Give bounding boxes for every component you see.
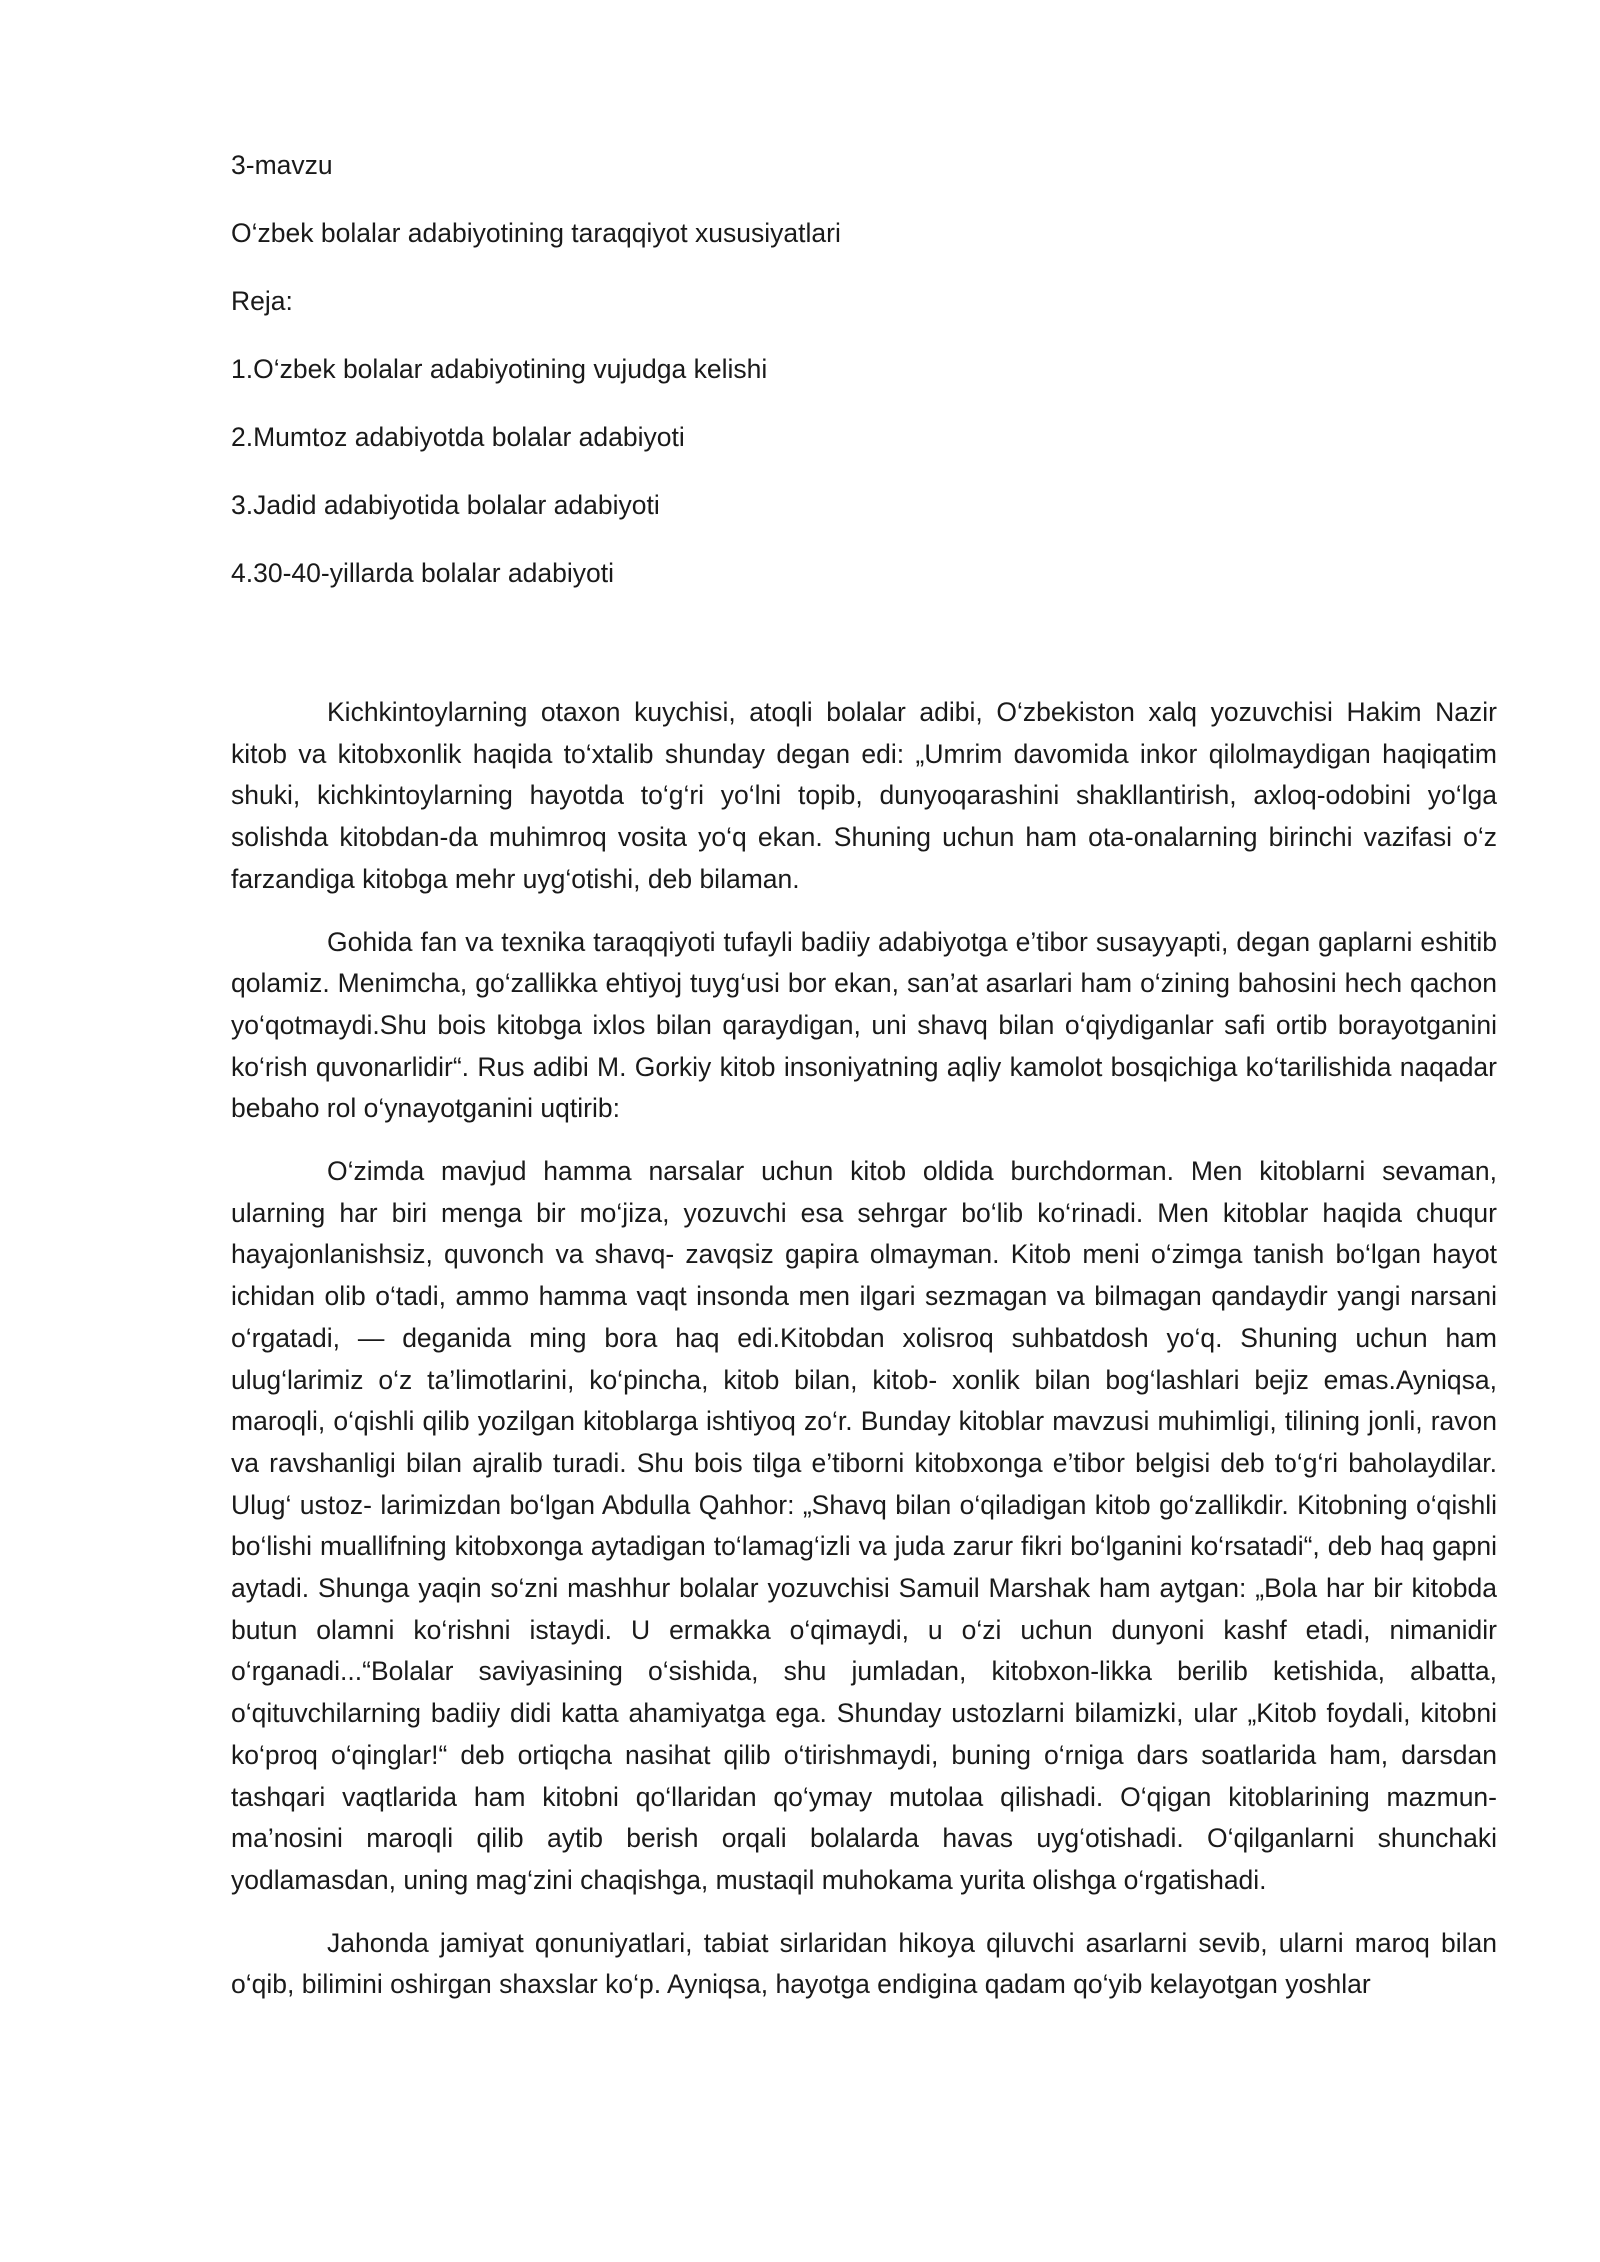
body-paragraph: O‘zimda mavjud hamma narsalar uchun kitob oldida burchdorman. Men kitoblarni sevaman, ularning har biri menga bir mo‘jiza, yozuvchi esa sehrgar bo‘lib ko‘rinadi. Men kitoblar haqida chuqur hayajonlanishsiz, quvonch va shavq- zavqsiz gapira olmayman. Kitob meni o‘zimga tanish bo‘lgan hayot ichidan olib o‘tadi, ammo hamma vaqt insonda men ilgari sezmagan va bilmagan qandaydir yangi narsani o‘rgatadi, — deganida ming bora haq edi.Kitobdan xolisroq suhbatdosh yo‘q. Shuning uchun ham ulug‘larimiz o‘z ta’limotlarini, ko‘pincha, kitob bilan, kitob- xonlik bilan bog‘lashlari bejiz emas.Ayniqsa, maroqli, o‘qishli qilib yozilgan kitoblarga ishtiyoq zo‘r. Bunday kitoblar mavzusi muhimligi, tilining jonli, ravon va ravshanligi bilan ajralib turadi. Shu bois tilga e’tiborni kitobxonga e’tibor belgisi deb to‘g‘ri baholaydilar. Ulug‘ ustoz- larimizdan bo‘lgan Abdulla Qahhor: „Shavq bilan o‘qiladigan kitob go‘zallikdir. Kitobning o‘qishli bo‘lishi muallifning kitobxonga aytadigan to‘lamag‘izli va juda zarur fikri bo‘lganini ko‘rsatadi“, deb haq gapni aytadi. Shunga yaqin so‘zni mashhur bolalar yozuvchisi Samuil Marshak ham aytgan: „Bola har bir kitobda butun olamni ko‘rishni istaydi. U ermakka o‘qimaydi, u o‘zi uchun dunyoni kashf etadi, nimanidir o‘rganadi...“Bolalar saviyasining o‘sishida, shu jumladan, kitobxon-likka berilib ketishida, albatta, o‘qituvchilarning badiiy didi katta ahamiyatga ega. Shunday ustozlarni bilamizki, ular „Kitob foydali, kitobni ko‘proq o‘qinglar!“ deb ortiqcha nasihat qilib o‘tirishmaydi, buning o‘rniga dars soatlarida ham, darsdan tashqari vaqtlarida ham kitobni qo‘llaridan qo‘ymay mutolaa qilishadi. O‘qigan kitoblarining mazmun-ma’nosini maroqli qilib aytib berish orqali bolalarda havas uyg‘otishadi. O‘qilganlarni shunchaki yodlamasdan, uning mag‘zini chaqishga, mustaqil muhokama yurita olishga o‘rgatishadi. [231, 1156, 1497, 1895]
topic-heading: 3-mavzu [231, 150, 333, 180]
plan-item: 2.Mumtoz adabiyotda bolalar adabiyoti [231, 422, 685, 452]
plan-item: 1.O‘zbek bolalar adabiyotining vujudga kelishi [231, 354, 768, 384]
document-title: O‘zbek bolalar adabiyotining taraqqiyot xususiyatlari [231, 218, 841, 248]
body-paragraph: Gohida fan va texnika taraqqiyoti tufayli badiiy adabiyotga e’tibor susayyapti, degan gaplarni eshitib qolamiz. Menimcha, go‘zallikka ehtiyoj tuyg‘usi bor ekan, san’at asarlari ham o‘zining bahosini hech qachon yo‘qotmaydi.Shu bois kitobga ixlos bilan qaraydigan, uni shavq bilan o‘qiydiganlar safi ortib borayotganini ko‘rish quvonarlidir“. Rus adibi M. Gorkiy kitob insoniyatning aqliy kamolot bosqichiga ko‘tarilishida naqadar bebaho rol o‘ynayotganini uqtirib: [231, 926, 1497, 1124]
plan-item: 4.30-40-yillarda bolalar adabiyoti [231, 558, 615, 588]
body-paragraph: Kichkintoylarning otaxon kuychisi, atoqli bolalar adibi, O‘zbekiston xalq yozuvchisi Hakim Nazir kitob va kitobxonlik haqida to‘xtalib shunday degan edi: „Umrim davomida inkor qilolmaydigan haqiqatim shuki, kichkintoylarning hayotda to‘g‘ri yo‘lni topib, dunyoqarashini shakllantirish, axloq-odobini yo‘lga solishda kitobdan-da muhimroq vosita yo‘q ekan. Shuning uchun ham ota-onalarning birinchi vazifasi o‘z farzandiga kitobga mehr uyg‘otishi, deb bilaman. [231, 697, 1497, 894]
plan-label: Reja: [231, 286, 293, 316]
plan-item: 3.Jadid adabiyotida bolalar adabiyoti [231, 490, 660, 520]
body-paragraph: Jahonda jamiyat qonuniyatlari, tabiat sirlaridan hikoya qiluvchi asarlarni sevib, ularni maroq bilan o‘qib, bilimini oshirgan shaxslar ko‘p. Ayniqsa, hayotga endigina qadam qo‘yib kelayotgan yoshlar [231, 1927, 1497, 2000]
section-spacer [231, 624, 1497, 692]
